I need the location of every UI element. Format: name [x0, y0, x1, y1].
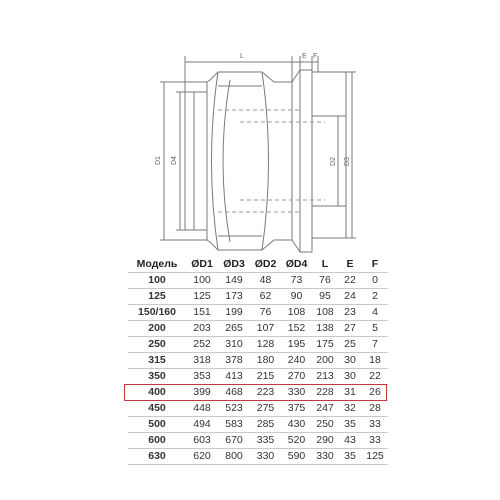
- table-cell: 620: [186, 449, 218, 465]
- table-cell: 18: [362, 353, 388, 369]
- header-d4: ØD4: [281, 257, 312, 273]
- table-cell: 378: [218, 353, 250, 369]
- table-cell: 252: [186, 337, 218, 353]
- table-cell: 448: [186, 401, 218, 417]
- table-cell: 32: [338, 401, 362, 417]
- table-cell: 24: [338, 289, 362, 305]
- table-row: [128, 321, 388, 337]
- table-cell: 670: [218, 433, 250, 449]
- body-curve-mid: [223, 80, 230, 242]
- table-cell: 583: [218, 417, 250, 433]
- outlet-nozzle: [312, 72, 346, 238]
- table-cell: 108: [312, 305, 338, 321]
- table-cell: 151: [186, 305, 218, 321]
- table-cell-model: 200: [128, 321, 186, 337]
- header-l: L: [312, 257, 338, 273]
- table-cell: 494: [186, 417, 218, 433]
- body-outline: [207, 72, 292, 250]
- table-row: [128, 353, 388, 369]
- table-row: [128, 417, 388, 433]
- table-cell: 318: [186, 353, 218, 369]
- table-cell: 173: [218, 289, 250, 305]
- table-cell: 73: [281, 273, 312, 289]
- table-row: [128, 449, 388, 465]
- header-f: F: [362, 257, 388, 273]
- table-row: [128, 289, 388, 305]
- table-cell: 199: [218, 305, 250, 321]
- table-row: [128, 369, 388, 385]
- table-cell-model: 450: [128, 401, 186, 417]
- table-cell: 43: [338, 433, 362, 449]
- table-cell-model: 100: [128, 273, 186, 289]
- table-cell: 590: [281, 449, 312, 465]
- table-cell: 35: [338, 417, 362, 433]
- table-row: [128, 337, 388, 353]
- table-cell: 2: [362, 289, 388, 305]
- table-cell: 175: [312, 337, 338, 353]
- table-cell-model: 125: [128, 289, 186, 305]
- table-cell: 76: [312, 273, 338, 289]
- table-cell-model: 400: [128, 385, 186, 401]
- table-cell: 203: [186, 321, 218, 337]
- table-cell: 48: [250, 273, 281, 289]
- table-cell: 30: [338, 353, 362, 369]
- table-cell: 180: [250, 353, 281, 369]
- table-cell: 23: [338, 305, 362, 321]
- header-e: E: [338, 257, 362, 273]
- table-cell: 28: [362, 401, 388, 417]
- table-cell: 5: [362, 321, 388, 337]
- table-cell: 240: [281, 353, 312, 369]
- body-curve-left: [212, 72, 219, 250]
- table-cell: 523: [218, 401, 250, 417]
- label-d4: D4: [171, 156, 178, 165]
- table-cell: 100: [186, 273, 218, 289]
- label-e: E: [302, 53, 307, 60]
- table-cell: 353: [186, 369, 218, 385]
- label-d1: D1: [155, 156, 162, 165]
- table-row: [128, 385, 388, 401]
- table-row: [128, 433, 388, 449]
- table-cell: 250: [312, 417, 338, 433]
- table-cell-model: 500: [128, 417, 186, 433]
- table-cell: 90: [281, 289, 312, 305]
- table-header-row: [128, 257, 388, 273]
- table-cell: 149: [218, 273, 250, 289]
- table-cell: 125: [362, 449, 388, 465]
- table-cell: 128: [250, 337, 281, 353]
- table-cell: 223: [250, 385, 281, 401]
- table-cell: 62: [250, 289, 281, 305]
- label-d2: D2: [330, 157, 337, 166]
- header-d1: ØD1: [186, 257, 218, 273]
- table-cell: 468: [218, 385, 250, 401]
- table-cell: 375: [281, 401, 312, 417]
- table-cell: 399: [186, 385, 218, 401]
- table-cell: 27: [338, 321, 362, 337]
- table-cell: 200: [312, 353, 338, 369]
- table-cell: 228: [312, 385, 338, 401]
- table-cell-model: 350: [128, 369, 186, 385]
- label-f: F: [313, 53, 318, 60]
- table-cell: 215: [250, 369, 281, 385]
- table-cell: 335: [250, 433, 281, 449]
- header-model: Модель: [128, 257, 186, 273]
- flange: [292, 70, 312, 252]
- table-cell: 265: [218, 321, 250, 337]
- table-cell: 35: [338, 449, 362, 465]
- table-cell: 603: [186, 433, 218, 449]
- table-cell: 270: [281, 369, 312, 385]
- header-d2: ØD2: [250, 257, 281, 273]
- table-cell: 22: [362, 369, 388, 385]
- table-cell: 4: [362, 305, 388, 321]
- table-cell: 22: [338, 273, 362, 289]
- table-cell: 290: [312, 433, 338, 449]
- table-cell: 76: [250, 305, 281, 321]
- table-cell: 413: [218, 369, 250, 385]
- table-cell: 0: [362, 273, 388, 289]
- table-cell: 95: [312, 289, 338, 305]
- table-cell: 25: [338, 337, 362, 353]
- table-cell: 330: [281, 385, 312, 401]
- table-cell: 107: [250, 321, 281, 337]
- specification-table: [128, 257, 388, 465]
- table-cell-model: 250: [128, 337, 186, 353]
- table-cell: 31: [338, 385, 362, 401]
- table-cell-model: 315: [128, 353, 186, 369]
- table-row: [128, 401, 388, 417]
- table-cell: 33: [362, 417, 388, 433]
- table-cell: 7: [362, 337, 388, 353]
- table-cell: 213: [312, 369, 338, 385]
- table-cell: 800: [218, 449, 250, 465]
- table-cell-model: 600: [128, 433, 186, 449]
- inlet-tube: [185, 92, 207, 230]
- table-cell: 26: [362, 385, 388, 401]
- table-cell: 430: [281, 417, 312, 433]
- table-cell: 520: [281, 433, 312, 449]
- label-d3: D3: [344, 157, 351, 166]
- table-cell: 138: [312, 321, 338, 337]
- table-cell: 275: [250, 401, 281, 417]
- table-cell: 310: [218, 337, 250, 353]
- table-cell: 30: [338, 369, 362, 385]
- table-cell: 330: [250, 449, 281, 465]
- table-body: [128, 273, 388, 465]
- table-cell: 33: [362, 433, 388, 449]
- header-d3: ØD3: [218, 257, 250, 273]
- table-cell: 108: [281, 305, 312, 321]
- table-row: [128, 273, 388, 289]
- table-cell-model: 630: [128, 449, 186, 465]
- table-cell: 195: [281, 337, 312, 353]
- table-row: [128, 305, 388, 321]
- label-l: L: [240, 53, 244, 60]
- table-cell: 285: [250, 417, 281, 433]
- body-curve-right: [262, 72, 269, 250]
- table-cell-model: 150/160: [128, 305, 186, 321]
- table-cell: 247: [312, 401, 338, 417]
- table-cell: 152: [281, 321, 312, 337]
- table-cell: 125: [186, 289, 218, 305]
- table-cell: 330: [312, 449, 338, 465]
